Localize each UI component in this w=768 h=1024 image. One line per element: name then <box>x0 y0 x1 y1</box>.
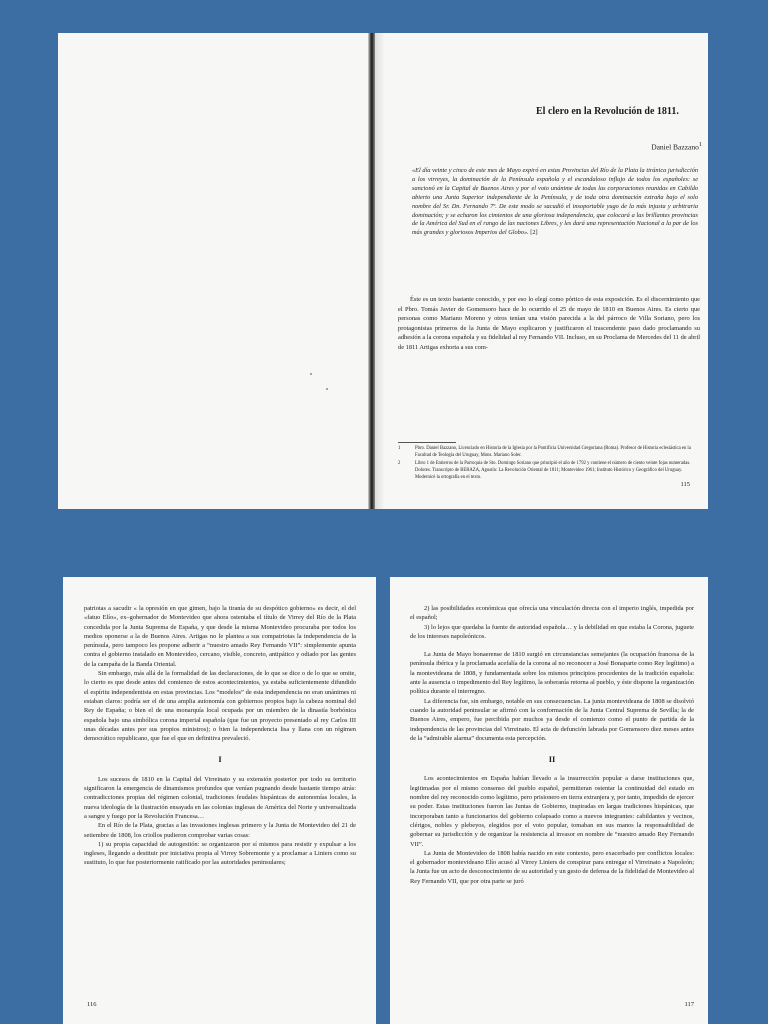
body-paragraph: La Junta de Mayo bonaerense de 1810 surgió en circunstancias semejantes (la ocupación francesa de la península ibérica y la proclamada acefalía de la corona al no reconocer a José Bonaparte como Rey legítimo) a la montevideana de 1808, y fundamentada sobre los mismos principios procedentes de la tradición española: ante la ausencia o impedimento del Rey legítimo, la soberanía retorna al pueblo, y éste dispone la organización política durante el interregno. <box>410 651 694 696</box>
footnote-text: Libro 1 de Entierros de la Parroquia de Sto. Domingo Soriano que principió el año de 1792 y contiene el número de ciento veinte fojas numeradas. Dolores. Transcripto de BERAZA, Agustín: La Revolución Oriental de 1811; Montevideo 1961; Instituto Histórico y Geográfico del Uruguay. Modernicé la ortografía en el texto. <box>415 460 691 480</box>
text-column <box>84 604 356 868</box>
author-name: Daniel Bazzano <box>651 142 699 152</box>
paper-speck <box>326 388 328 390</box>
page-number: 116 <box>87 1001 97 1008</box>
list-item: 1) su propia capacidad de autogestión: se organizaron por sí mismos para resistir y expulsar a los ingleses, llegando a destituir por iniciativa propia al Virrey Sobremonte y a proclamar a Liniers como su sustituto, lo que fue posteriormente ratificado por las autoridades peninsulares; <box>84 840 356 867</box>
section-heading: II <box>548 754 556 765</box>
footnote-number: 2 <box>398 460 401 466</box>
body-paragraph: La diferencia fue, sin embargo, notable en sus consecuencias. La junta montevideana de 1808 se disolvió cuando la autoridad peninsular se afirmó con la conformación de la Junta Central Suprema de Sevilla; la de Buenos Aires, empero, fue percibida por muchos ya desde el comienzo como el punto de partida de la independencia de las provincias del Virreinato. El acta de defunción labrada por Gomensoro diez meses antes de la “admirable alarma” documenta esta percepción. <box>410 697 694 742</box>
footnote-text: Pbro. Daniel Bazzano, Licenciado en Historia de la Iglesia por la Pontificia Universidad Gregoriana (Roma). Profesor de Historia eclesiástica en la Facultad de Teología del Uruguay, Mons. Mariano Soler. <box>415 446 691 458</box>
book-gutter <box>368 33 375 509</box>
body-paragraph: Los acontecimientos en España habían llevado a la insurrección popular a darse instituciones que, legitimadas por el mismo consenso del pueblo español, permitieran ostentar la continuidad del estado en nombre del rey reconocido como legítimo, pero prisionero en tierra extranjera y, por tanto, impedido de ejercer su poder. Estas instituciones fueron las Juntas de Gobierno, inspiradas en largas tradiciones hispánicas, que incorporaban tanto a funcionarios del gobierno colapsado como a nuevos integrantes: cabildantes y vecinos, clérigos, nobles y plebeyos, elegidos por el voto popular, tomaban en sus manos la responsabilidad de gobernar su jurisdicción y de organizar la resistencia al invasor en nombre de “nuestro amado Rey Fernando VII”. <box>410 775 694 848</box>
section-heading: I <box>218 754 222 765</box>
page-116 <box>63 577 376 1024</box>
body-paragraph: Los sucesos de 1810 en la Capital del Virreinato y su extensión posterior por todo su territorio significaron la emergencia de dinamismos profundos que venían pugnando desde bastante tiempo atrás: contradicciones propias del régimen colonial, tradiciones feudales hispánicas de autonomías locales, la nueva ideología de la ilustración ensayada en las colonias inglesas de América del Norte y universalizada a sangre y fuego por la Revolución Francesa… <box>84 775 356 820</box>
body-paragraph: patriotas a sacudir « la opresión en que gimen, bajo la tiranía de su despótico gobierno» es decir, el del «fatuo Elío», ex–gobernador de Montevideo que ahora ostentaba el título de Virrey del Río de la Plata concedida por la Junta Suprema de España, y que desde la misma Montevideo procuraba por todos los medios oponerse a la de Buenos Aires. Artigas no le plantea a sus compatriotas la independencia de la península, pero tampoco les propone adherir a “nuestro amado Rey Fernando VII”: simplemente apunta contra el gobierno instalado en Montevideo, cercano, visible, concreto, antipático y odiado por las gentes de la campaña de la Banda Oriental. <box>84 605 356 668</box>
text-column <box>410 604 694 886</box>
intro-paragraph: Éste es un texto bastante conocido, y por eso lo elegí como pórtico de esta exposición. Es el discernimiento que el Pbro. Tomás Javier de Gomensoro hace de lo ocurrido el 25 de mayo de 1810 en Buenos Aires. Es cierto que personas como Mariano Moreno y otros tenían una visión parecida a la del párroco de Villa Soriano, pero los protagonistas primeros de la Junta de Mayo explicaron y justificaron el trascendente paso dado proclamando su adhesión a la corona española y su fidelidad al rey Fernando VII. Incluso, en su Proclama de Mercedes del 11 de abril de 1811 Artigas exhorta a sus com- <box>398 296 700 351</box>
epigraph-quote <box>412 167 698 238</box>
list-item: 2) las posibilidades económicas que ofrecía una vinculación directa con el imperio inglés, impedida por el español; <box>410 605 694 622</box>
page-number: 115 <box>680 481 690 488</box>
footnote <box>398 446 694 460</box>
gutter-shadow <box>375 33 385 509</box>
body-paragraph: La Junta de Montevideo de 1808 había nacido en este contexto, pero exacerbado por conflictos locales: el gobernador montevideano Elío acusó al Virrey Liniers de conspirar para entregar el Virreinato a Napoleón; la Junta fue un acto de desconocimiento de su autoridad y un gesto de defensa de la fidelidad de Montevideo al Rey Fernando VII, que por otra parte se juró <box>410 849 694 885</box>
footnote-divider <box>398 442 456 443</box>
footnotes <box>398 446 694 483</box>
page-number: 117 <box>684 1001 694 1008</box>
body-paragraph: Sin embargo, más allá de la formalidad de las declaraciones, de lo que se dice o de lo que se omite, lo cierto es que desde antes del comienzo de estos acontecimientos, ya estaba suficientemente difundido el espíritu independentista en estas provincias. Los “modelos” de esta independencia no eran unánimes ni estaban claros: podría ser el de una amplia autonomía con gobiernos propios bajo la cabeza nominal del Rey de España; o bien el de una monarquía local ocupada por un miembro de la dinastía borbónica española bajo una simbólica corona imperial española (que fue un proyecto presentado al rey Carlos III unas décadas antes por sus propios ministros); o bien la independencia lisa y llana con un régimen democrático republicano, que fue el que en definitiva prevaleció. <box>84 670 356 743</box>
epigraph-reference: [2] <box>530 229 538 237</box>
footnote <box>398 461 694 482</box>
body-paragraph: En el Río de la Plata, gracias a las invasiones inglesas primero y la Junta de Montevideo del 21 de setiembre de 1808, los criollos pudieron comprobar varias cosas: <box>84 822 356 839</box>
page-117 <box>390 577 708 1024</box>
page-115 <box>386 33 704 509</box>
book-spread-top <box>58 33 708 509</box>
article-title: El clero en la Revolución de 1811. <box>536 106 679 117</box>
epigraph-text: «El día veinte y cinco de este mes de Mayo expiró en estas Provincias del Río de la Plata la tiránica jurisdicción a los virreyes, la dominación de la Península española y el escandaloso influjo de todos los españoles: se sancionó en la Capital de Buenos Aires y por el voto unánime de todas las corporaciones reunidas en Cabildo abierto una Junta Superior independiente de la Península, y de toda otra dominación extraña bajo el solo nombre del Sr. Dn. Fernando 7º. De este modo se sacudió el insoportable yugo de la más injusta y arbitraria dominación; y se echaron los cimientos de una gloriosa independencia, que colocará a las brillantes provincias de la América del Sud en el rango de las naciones Libres, y les dará una representación Nacional a la par de los más grandes y gloriosos Imperios del Globo». <box>412 167 698 237</box>
author-byline <box>651 141 702 152</box>
list-item: 3) lo lejos que quedaba la fuente de autoridad española… y la debilidad en que estaba la Corona, juguete de los intereses napoleónicos. <box>410 623 694 640</box>
footnote-number: 1 <box>398 446 401 451</box>
author-footnote-mark: 1 <box>698 141 702 148</box>
paper-speck <box>310 373 312 375</box>
